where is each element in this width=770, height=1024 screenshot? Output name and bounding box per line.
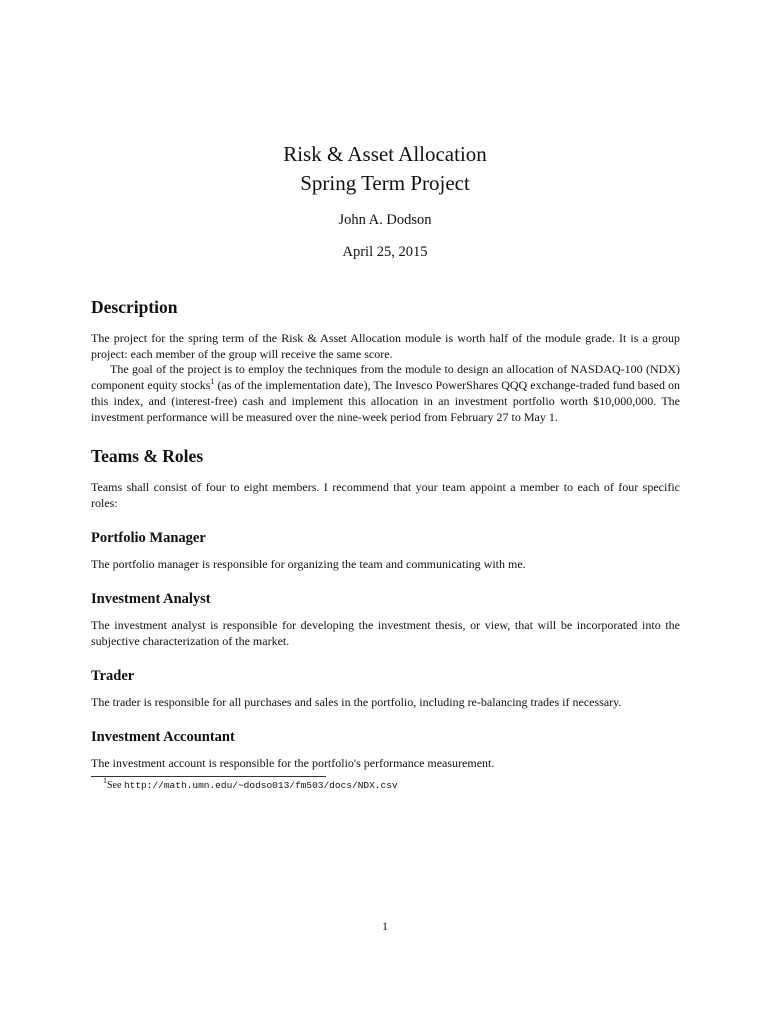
footnote-prefix: See xyxy=(107,780,124,791)
investment-analyst-text: The investment analyst is responsible for developing the investment thesis, or view, that will be incorporated into the subjective characterization of the market. xyxy=(91,618,680,648)
page-number: 1 xyxy=(382,919,388,933)
subsection-investment-analyst: Investment Analyst xyxy=(91,591,211,607)
document-title: Risk & Asset Allocation xyxy=(283,142,487,166)
description-paragraph-2 xyxy=(91,361,680,425)
investment-accountant-text: The investment account is responsible for the portfolio's performance measurement. xyxy=(91,756,495,770)
document-subtitle: Spring Term Project xyxy=(300,171,470,195)
portfolio-manager-text: The portfolio manager is responsible for organizing the team and communicating with me. xyxy=(91,557,526,571)
author-name: John A. Dodson xyxy=(338,212,432,228)
footnote-link[interactable]: http://math.umn.edu/~dodso013/fm503/docs/NDX.csv xyxy=(123,780,398,791)
teams-intro-paragraph: Teams shall consist of four to eight members. I recommend that your team appoint a member to each of four specific roles: xyxy=(91,480,680,510)
footnote-mark: 1 xyxy=(103,776,107,785)
document-date: April 25, 2015 xyxy=(342,244,428,260)
footnote-divider xyxy=(91,776,326,777)
trader-text: The trader is responsible for all purchases and sales in the portfolio, including re-balancing trades if necessary. xyxy=(91,695,622,709)
section-heading-description: Description xyxy=(91,297,178,317)
section-heading-teams-roles: Teams & Roles xyxy=(91,446,204,466)
description-paragraph-2-text-a: The goal of the project is to employ the techniques from the module to design an allocation of NASDAQ-100 (NDX) component equity stocks xyxy=(91,362,680,392)
footnote xyxy=(103,776,398,793)
footnote-reference[interactable]: 1 xyxy=(210,377,215,386)
subsection-portfolio-manager: Portfolio Manager xyxy=(91,530,206,546)
description-paragraph-2-text-b: (as of the implementation date), The Invesco PowerShares QQQ exchange-traded fund based on this index, and (interest-free) cash and implement this allocation in an investment portfolio worth $10,000,000. The investment performance will be measured over the nine-week period from February 27 to May 1. xyxy=(91,378,680,424)
description-paragraph-1: The project for the spring term of the Risk & Asset Allocation module is worth half of the module grade. It is a group project: each member of the group will receive the same score. xyxy=(91,331,680,361)
subsection-trader: Trader xyxy=(91,668,135,684)
subsection-investment-accountant: Investment Accountant xyxy=(91,729,235,745)
